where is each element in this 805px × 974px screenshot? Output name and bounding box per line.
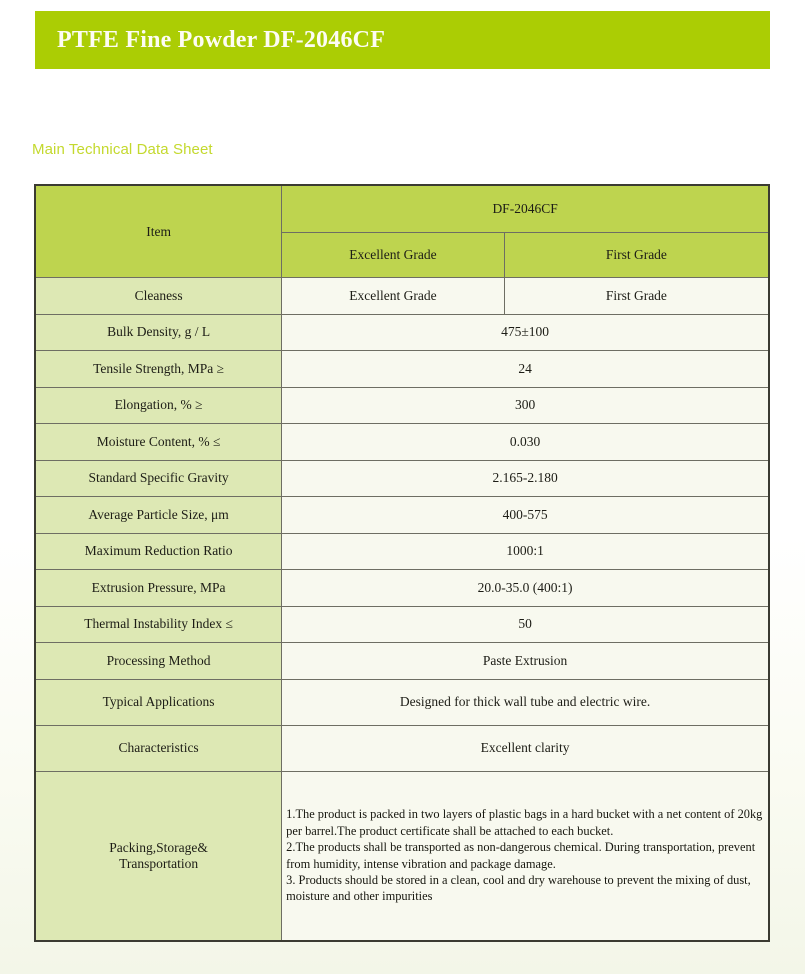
row-value-cleaness-first: First Grade — [504, 278, 769, 315]
row-value-tensile-strength: 24 — [282, 351, 769, 388]
row-value-maximum-reduction-ratio: 1000:1 — [282, 533, 769, 570]
header-cell-product: DF-2046CF — [282, 185, 769, 233]
section-heading: Main Technical Data Sheet — [32, 141, 213, 158]
table-row — [35, 460, 769, 497]
row-label-tensile-strength: Tensile Strength, MPa ≥ — [35, 351, 282, 388]
row-value-typical-applications: Designed for thick wall tube and electric wire. — [282, 679, 769, 725]
row-value-characteristics: Excellent clarity — [282, 725, 769, 771]
spec-table-container — [34, 184, 770, 942]
table-row — [35, 606, 769, 643]
row-label-thermal-instability-index: Thermal Instability Index ≤ — [35, 606, 282, 643]
row-label-extrusion-pressure: Extrusion Pressure, MPa — [35, 570, 282, 607]
table-row-packing — [35, 771, 769, 941]
table-row — [35, 387, 769, 424]
packing-label-line2: Transportation — [119, 855, 199, 871]
table-row — [35, 424, 769, 461]
technical-data-table — [34, 184, 770, 942]
header-cell-grade-first: First Grade — [504, 233, 769, 278]
packing-paragraphs — [286, 806, 764, 904]
row-label-standard-specific-gravity: Standard Specific Gravity — [35, 460, 282, 497]
row-label-typical-applications: Typical Applications — [35, 679, 282, 725]
row-label-moisture-content: Moisture Content, % ≤ — [35, 424, 282, 461]
row-value-elongation: 300 — [282, 387, 769, 424]
row-label-maximum-reduction-ratio: Maximum Reduction Ratio — [35, 533, 282, 570]
packing-label-line1: Packing,Storage& — [109, 839, 208, 855]
product-title-banner — [35, 11, 770, 69]
row-label-average-particle-size: Average Particle Size, μm — [35, 497, 282, 534]
table-row — [35, 314, 769, 351]
row-value-standard-specific-gravity: 2.165-2.180 — [282, 460, 769, 497]
row-value-cleaness-excellent: Excellent Grade — [282, 278, 505, 315]
row-label-packing-storage-transportation — [35, 771, 282, 941]
row-value-thermal-instability-index: 50 — [282, 606, 769, 643]
header-cell-item: Item — [35, 185, 282, 278]
table-row — [35, 351, 769, 388]
table-row — [35, 679, 769, 725]
row-value-bulk-density: 475±100 — [282, 314, 769, 351]
row-label-bulk-density: Bulk Density, g / L — [35, 314, 282, 351]
row-label-processing-method: Processing Method — [35, 643, 282, 680]
packing-paragraph-3: 3. Products should be stored in a clean, cool and dry warehouse to prevent the mixing of dust, moisture and other impurities — [286, 872, 751, 904]
page-title: PTFE Fine Powder DF-2046CF — [57, 26, 386, 53]
table-header-row-product — [35, 185, 769, 233]
table-row — [35, 725, 769, 771]
table-row — [35, 278, 769, 315]
table-row — [35, 533, 769, 570]
packing-paragraph-2: 2.The products shall be transported as non-dangerous chemical. During transportation, prevent from humidity, intense vibration and package damage. — [286, 840, 756, 871]
row-value-extrusion-pressure: 20.0-35.0 (400:1) — [282, 570, 769, 607]
row-label-characteristics: Characteristics — [35, 725, 282, 771]
row-value-packing-storage-transportation — [282, 771, 769, 941]
row-value-processing-method: Paste Extrusion — [282, 643, 769, 680]
header-cell-grade-excellent: Excellent Grade — [282, 233, 505, 278]
table-row — [35, 643, 769, 680]
packing-paragraph-1: 1.The product is packed in two layers of plastic bags in a hard bucket with a net content of 20kg per barrel.The product certificate shall be attached to each bucket. — [286, 807, 763, 838]
table-row — [35, 497, 769, 534]
row-value-average-particle-size: 400-575 — [282, 497, 769, 534]
row-label-elongation: Elongation, % ≥ — [35, 387, 282, 424]
row-value-moisture-content: 0.030 — [282, 424, 769, 461]
table-row — [35, 570, 769, 607]
row-label-cleaness: Cleaness — [35, 278, 282, 315]
